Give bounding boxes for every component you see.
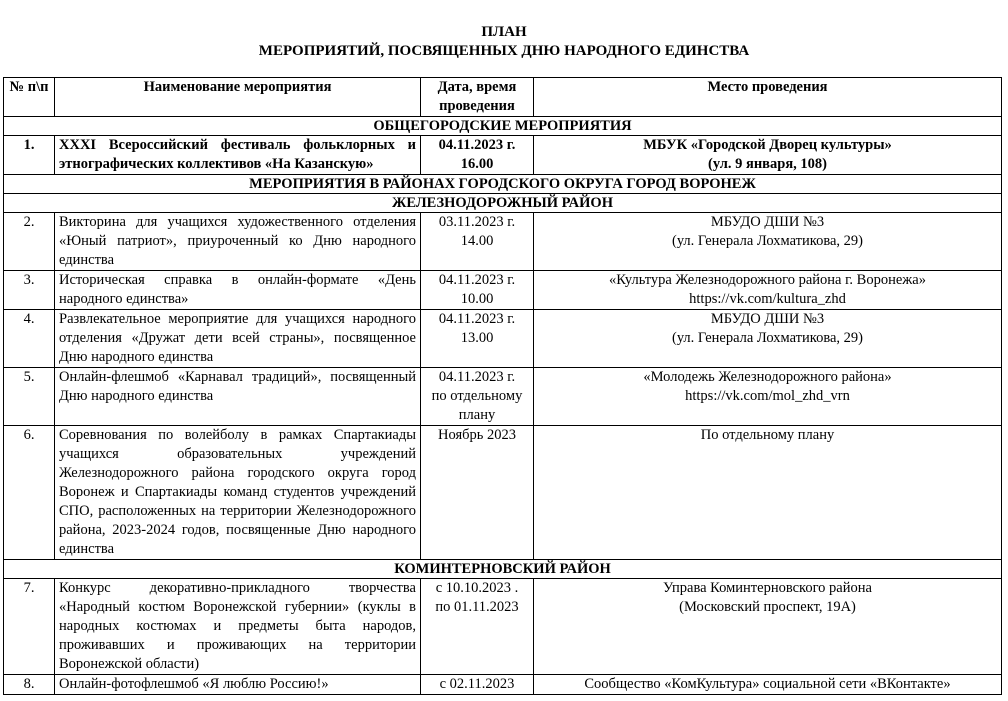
row-date xyxy=(421,310,534,368)
row-place xyxy=(534,675,1002,695)
row-date-line2: 14.00 xyxy=(460,233,494,249)
row-date-line2: 13.00 xyxy=(460,330,494,346)
section-row xyxy=(4,560,1002,579)
table-header-row xyxy=(4,78,1002,117)
row-date-line2: по 01.11.2023 xyxy=(435,599,519,615)
row-number: 1. xyxy=(4,136,55,175)
row-date xyxy=(421,675,534,695)
row-number: 6. xyxy=(4,426,55,560)
section-zheleznodorozhny: ЖЕЛЕЗНОДОРОЖНЫЙ РАЙОН xyxy=(4,194,1002,213)
row-date xyxy=(421,213,534,271)
table-row xyxy=(4,310,1002,368)
events-table xyxy=(3,77,1002,695)
row-place xyxy=(534,426,1002,560)
row-event-name: Онлайн-фотофлешмоб «Я люблю Россию!» xyxy=(55,675,421,695)
section-row xyxy=(4,117,1002,136)
table-row xyxy=(4,675,1002,695)
row-number: 8. xyxy=(4,675,55,695)
table-row xyxy=(4,136,1002,175)
row-date xyxy=(421,368,534,426)
row-event-name: Конкурс декоративно-прикладного творчества «Народный костюм Воронежской губернии» (куклы в народных костюмах и предметы быта народов, проживавших и проживающих на территории Воронежской области) xyxy=(55,579,421,675)
table-row xyxy=(4,368,1002,426)
row-place-line2: (Московский проспект, 19А) xyxy=(679,599,856,615)
row-event-name: Историческая справка в онлайн-формате «День народного единства» xyxy=(55,271,421,310)
row-place xyxy=(534,579,1002,675)
row-place-line1: «Молодежь Железнодорожного района» xyxy=(643,369,892,385)
row-date xyxy=(421,426,534,560)
document-subtitle: МЕРОПРИЯТИЙ, ПОСВЯЩЕННЫХ ДНЮ НАРОДНОГО ЕДИНСТВА xyxy=(258,43,750,59)
row-number: 4. xyxy=(4,310,55,368)
section-kominternovsky: КОМИНТЕРНОВСКИЙ РАЙОН xyxy=(4,560,1002,579)
section-districts: МЕРОПРИЯТИЯ В РАЙОНАХ ГОРОДСКОГО ОКРУГА ГОРОД ВОРОНЕЖ xyxy=(4,175,1002,194)
row-date-line1: 04.11.2023 г. xyxy=(438,311,516,327)
col-header-place: Место проведения xyxy=(534,78,1002,117)
row-place-line1: «Культура Железнодорожного района г. Воронежа» xyxy=(609,272,926,288)
row-event-name: Викторина для учащихся художественного отделения «Юный патриот», приуроченный ко Дню народного единства xyxy=(55,213,421,271)
row-place-line2: (ул. Генерала Лохматикова, 29) xyxy=(671,233,864,249)
row-date-line1: 04.11.2023 г. xyxy=(438,137,516,153)
table-row xyxy=(4,579,1002,675)
row-place xyxy=(534,271,1002,310)
row-date-line1: 03.11.2023 г. xyxy=(438,214,516,230)
row-date xyxy=(421,271,534,310)
row-date-line2: 16.00 xyxy=(460,156,494,172)
row-date xyxy=(421,136,534,175)
row-place-line1: Сообщество «КомКультура» социальной сети «ВКонтакте» xyxy=(584,676,951,692)
col-header-name: Наименование мероприятия xyxy=(55,78,421,117)
table-row xyxy=(4,271,1002,310)
row-date-line1: 04.11.2023 г. xyxy=(438,369,516,385)
col-header-date: Дата, время проведения xyxy=(421,78,534,117)
section-citywide: ОБЩЕГОРОДСКИЕ МЕРОПРИЯТИЯ xyxy=(4,117,1002,136)
row-place-line1: МБУДО ДШИ №3 xyxy=(710,214,825,230)
row-place-line1: По отдельному плану xyxy=(700,427,835,443)
row-event-name: Развлекательное мероприятие для учащихся народного отделения «Дружат дети всей страны», посвященное Дню народного единства xyxy=(55,310,421,368)
row-number: 2. xyxy=(4,213,55,271)
row-event-name: XXXI Всероссийский фестиваль фольклорных и этнографических коллективов «На Казанскую» xyxy=(55,136,421,175)
row-date-line1: с 02.11.2023 xyxy=(439,676,515,692)
row-place-line1: Управа Коминтерновского района xyxy=(663,580,872,596)
row-place xyxy=(534,213,1002,271)
row-date xyxy=(421,579,534,675)
row-event-name: Онлайн-флешмоб «Карнавал традиций», посвященный Дню народного единства xyxy=(55,368,421,426)
row-place-line2: https://vk.com/mol_zhd_vrn xyxy=(685,388,850,404)
row-date-line1: Ноябрь 2023 xyxy=(438,427,516,443)
row-number: 7. xyxy=(4,579,55,675)
section-row xyxy=(4,175,1002,194)
table-row xyxy=(4,213,1002,271)
row-place xyxy=(534,136,1002,175)
document-title: ПЛАН xyxy=(481,24,527,40)
section-row xyxy=(4,194,1002,213)
row-number: 5. xyxy=(4,368,55,426)
row-place-line2: (ул. Генерала Лохматикова, 29) xyxy=(671,330,864,346)
row-place-line1: МБУК «Городской Дворец культуры» xyxy=(643,137,892,153)
table-row xyxy=(4,426,1002,560)
row-date-line2: по отдельному плану xyxy=(431,388,523,423)
row-date-line1: с 10.10.2023 . xyxy=(435,580,519,596)
row-number: 3. xyxy=(4,271,55,310)
row-date-line1: 04.11.2023 г. xyxy=(438,272,516,288)
row-place-line2: (ул. 9 января, 108) xyxy=(708,156,827,172)
row-place-line2: https://vk.com/kultura_zhd xyxy=(689,291,846,307)
row-date-line2: 10.00 xyxy=(460,291,494,307)
col-header-number: № п\п xyxy=(4,78,55,117)
row-event-name: Соревнования по волейболу в рамках Спартакиады учащихся образовательных учреждений Железнодорожного района городского округа город Воронеж и Спартакиады команд студентов учреждений СПО, расположенных на территории Железнодорожного района, 2023-2024 годов, посвященные Дню народного единства xyxy=(55,426,421,560)
row-place-line1: МБУДО ДШИ №3 xyxy=(710,311,825,327)
row-place xyxy=(534,310,1002,368)
row-place xyxy=(534,368,1002,426)
